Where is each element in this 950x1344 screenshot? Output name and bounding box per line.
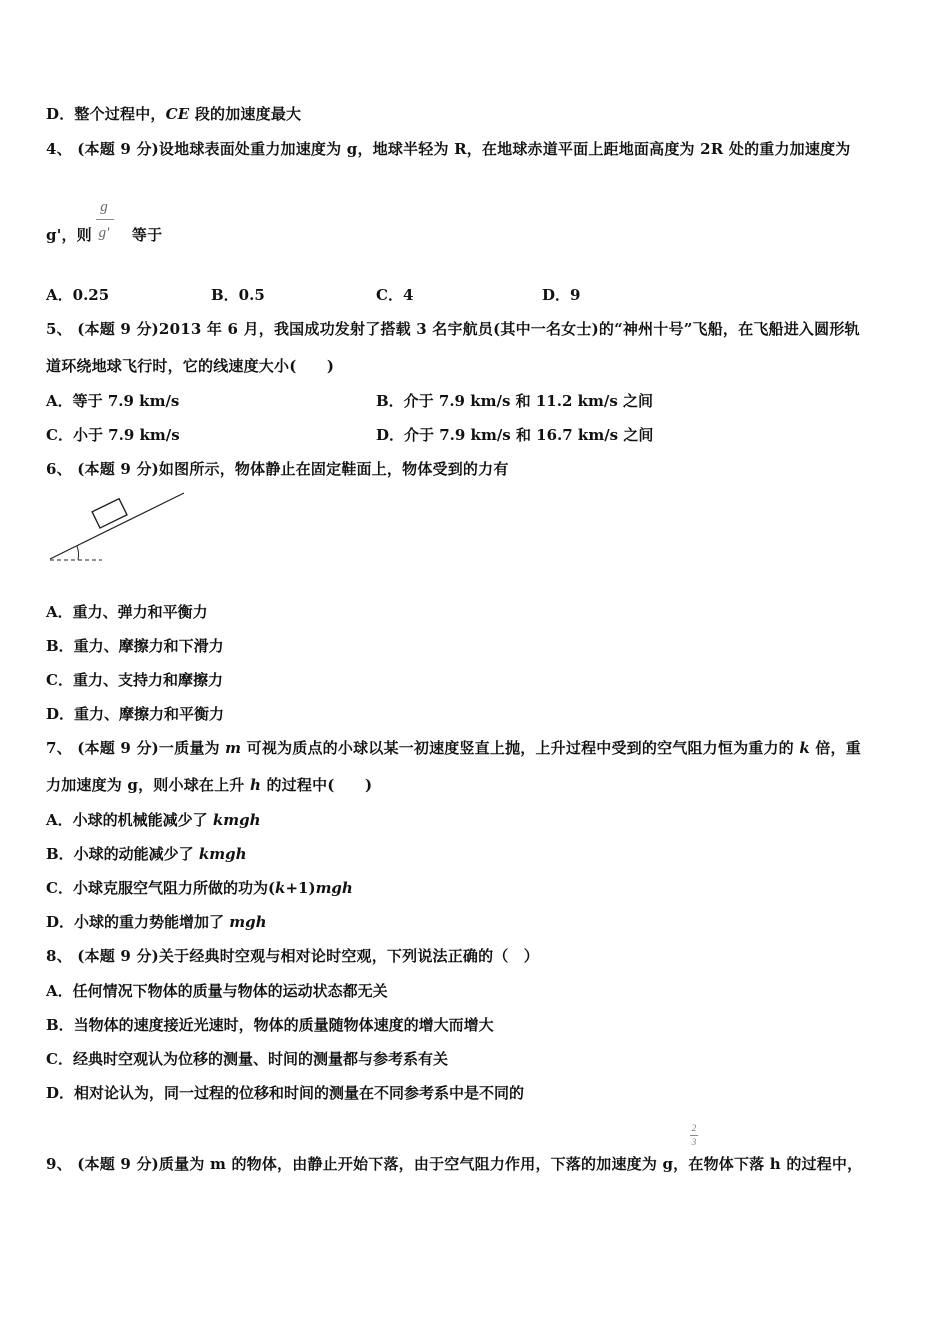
q6-stem: 6、 (本题 9 分)如图所示，物体静止在固定鞋面上，物体受到的力有 [46,460,509,478]
q7-stem1-k: k [799,739,810,757]
q3-option-d [46,103,301,124]
q9-fraction-denominator: 3 [691,1137,697,1147]
q7-option-a-text: A．小球的机械能减少了 [46,811,213,829]
q7-stem1-m: m [225,739,242,757]
q7-option-a-formula: kmgh [212,811,261,829]
q6-option-a: A．重力、弹力和平衡力 [46,603,208,621]
q5-option-c: C．小于 7.9 km/s [46,426,180,444]
q9-stem-b: g，在物体下落 h 的过程中， [662,1155,863,1173]
q5-option-b: B．介于 7.9 km/s 和 11.2 km/s 之间 [376,392,654,410]
q4-stem2-suffix: 等于 [131,226,163,244]
q4-option-b: B．0.5 [211,286,265,304]
q7-option-b-formula: kmgh [198,845,247,863]
q7-stem1-a: 7、 (本题 9 分)一质量为 [46,739,226,757]
incline-angle-arc [77,546,79,560]
q7-stem-line1 [46,737,861,758]
q4-option-a: A．0.25 [46,286,110,304]
q4-fraction-numerator: g [100,199,108,215]
q4-option-d: D．9 [542,286,581,304]
q5-stem-line1: 5、 (本题 9 分)2013 年 6 月，我国成功发射了搭载 3 名宇航员(其中一名女士)的“神州十号”飞船，在飞船进入圆形轨 [46,320,860,338]
q6-option-d: D．重力、摩擦力和平衡力 [46,705,225,723]
q4-fraction-bar [96,219,114,220]
q7-option-c-text: C．小球克服空气阻力所做的功为( [46,879,276,897]
q7-option-b-text: B．小球的动能减少了 [46,845,199,863]
q4-fraction-denominator: g' [98,225,110,241]
q7-stem-line2 [46,774,372,795]
q7-stem1-c: 倍，重 [809,739,861,757]
q8-option-a: A．任何情况下物体的质量与物体的运动状态都无关 [46,982,388,1000]
q7-stem2-b: 的过程中( ) [261,776,373,794]
q8-option-d: D．相对论认为，同一过程的位移和时间的测量在不同参考系中是不同的 [46,1084,525,1102]
incline-diagram [44,488,194,568]
q4-stem2-prefix: g'，则 [46,226,92,244]
q7-stem1-b: 可视为质点的小球以某一初速度竖直上抛，上升过程中受到的空气阻力恒为重力的 [241,739,800,757]
q7-option-c-mid: +1) [285,879,316,897]
q3-option-d-italic: CE [165,105,190,123]
q3-option-d-text: D．整个过程中， [46,105,166,123]
q7-stem2-h: h [249,776,262,794]
q7-option-d-formula: mgh [229,913,267,931]
q8-stem: 8、 (本题 9 分)关于经典时空观与相对论时空观，下列说法正确的（ ） [46,947,539,965]
q9-fraction-bar [690,1135,698,1136]
q7-option-b [46,843,247,864]
q7-stem2-a: 力加速度为 g，则小球在上升 [46,776,250,794]
q7-option-c [46,877,353,898]
q6-option-b: B．重力、摩擦力和下滑力 [46,637,224,655]
q3-option-d-suffix: 段的加速度最大 [189,105,302,123]
q5-option-a: A．等于 7.9 km/s [46,392,180,410]
q8-option-c: C．经典时空观认为位移的测量、时间的测量都与参考系有关 [46,1050,448,1068]
q4-option-c: C．4 [376,286,414,304]
q8-option-b: B．当物体的速度接近光速时，物体的质量随物体速度的增大而增大 [46,1016,494,1034]
q5-option-d: D．介于 7.9 km/s 和 16.7 km/s 之间 [376,426,654,444]
q9-stem [46,1153,862,1174]
q9-fraction-numerator: 2 [691,1123,697,1133]
q7-option-c-formula: mgh [315,879,353,897]
q7-option-d-text: D．小球的重力势能增加了 [46,913,230,931]
q7-option-c-k: k [275,879,286,897]
q7-option-d [46,911,267,932]
q6-option-c: C．重力、支持力和摩擦力 [46,671,223,689]
q9-stem-a: 9、 (本题 9 分)质量为 m 的物体，由静止开始下落，由于空气阻力作用，下落的加速度为 [46,1155,663,1173]
q4-stem-line1: 4、 (本题 9 分)设地球表面处重力加速度为 g，地球半轻为 R，在地球赤道平面上距地面高度为 2R 处的重力加速度为 [46,140,851,158]
q7-option-a [46,809,261,830]
q5-stem-line2: 道环绕地球飞行时，它的线速度大小( ) [46,357,335,375]
